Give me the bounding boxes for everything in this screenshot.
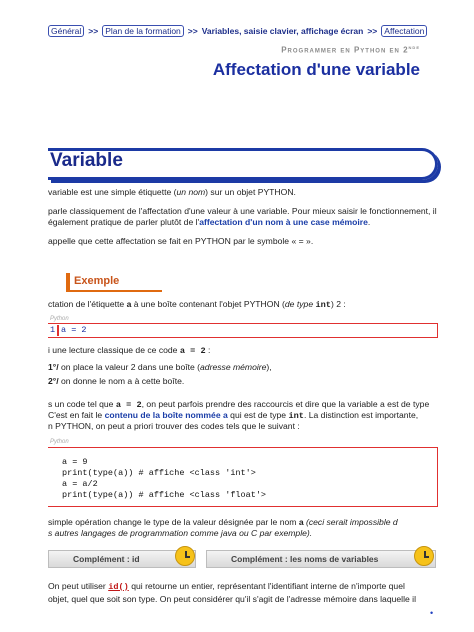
paragraph: ctation de l'étiquette a à une boîte contenant l'objet PYTHON (de type int) 2 : — [48, 299, 346, 310]
complement-label: Complément : id — [73, 554, 140, 564]
paragraph: parle classiquement de l'affectation d'une valeur à une variable. Pour mieux saisir le fonctionnement, il — [48, 206, 437, 216]
code-lines — [62, 457, 266, 501]
code-line: print(type(a)) # affiche <class 'float'> — [62, 490, 267, 500]
clock-icon — [175, 546, 195, 566]
code-line: a = 2 — [61, 325, 87, 335]
clock-icon — [414, 546, 434, 566]
paragraph: C'est en fait le contenu de la boîte nommée a qui est de type int. La distinction est importante, — [48, 410, 419, 421]
code-block-1 — [48, 323, 438, 338]
paragraph: s un code tel que a = 2, on peut parfois prendre des raccourcis et dire que la variable a est de type — [48, 399, 430, 410]
breadcrumb-general[interactable]: Général — [48, 25, 84, 37]
bullet-mark: • — [430, 608, 434, 618]
breadcrumb-plan[interactable]: Plan de la formation — [102, 25, 184, 37]
code-line: a = 9 — [62, 457, 88, 467]
paragraph: objet, quel que soit son type. On peut considérer qu'il s'agit de l'adresse mémoire dans laquelle il — [48, 594, 416, 604]
breadcrumb-variables[interactable]: Variables, saisie clavier, affichage écran — [201, 26, 364, 36]
paragraph: appelle que cette affectation se fait en PYTHON par le symbole « = ». — [48, 236, 314, 246]
code-line: print(type(a)) # affiche <class 'int'> — [62, 468, 256, 478]
paragraph: également pratique de parler plutôt de l'affectation d'un nom à une case mémoire. — [48, 217, 371, 227]
page-subtitle: Programmer en Python en 2nde — [281, 45, 420, 55]
paragraph: simple opération change le type de la valeur désignée par le nom a (ceci serait impossible d — [48, 517, 398, 527]
breadcrumb-separator: >> — [367, 26, 378, 36]
complement-label: Complément : les noms de variables — [231, 554, 379, 564]
breadcrumb — [48, 24, 466, 38]
complement-variable-names-button[interactable] — [206, 550, 436, 568]
section-title: Variable — [50, 150, 123, 171]
code-language-tag: Python — [50, 316, 69, 322]
paragraph: s autres langages de programmation comme java ou C par exemple). — [48, 528, 313, 538]
complement-id-button[interactable] — [48, 550, 196, 568]
paragraph: i une lecture classique de ce code a = 2 : — [48, 345, 211, 356]
example-label: Exemple — [74, 275, 120, 287]
code-language-tag: Python — [50, 439, 69, 445]
paragraph: 1°/ on place la valeur 2 dans une boîte (adresse mémoire), — [48, 362, 272, 372]
paragraph: 2°/ on donne le nom a à cette boîte. — [48, 376, 185, 386]
paragraph: variable est une simple étiquette (un nom) sur un objet PYTHON. — [48, 187, 296, 197]
example-underline — [66, 290, 162, 292]
code-line-number: 1 — [50, 325, 56, 335]
page-title: Affectation d'une variable — [212, 60, 420, 79]
example-marker — [66, 273, 70, 291]
id-function-link[interactable]: id() — [108, 582, 129, 592]
paragraph: n PYTHON, on peut a priori trouver des codes tels que le suivant : — [48, 421, 300, 431]
breadcrumb-separator: >> — [88, 26, 99, 36]
paragraph: On peut utiliser id() qui retourne un entier, représentant l'identifiant interne de n'importe quel — [48, 581, 405, 592]
code-line: a = a/2 — [62, 479, 98, 489]
code-cursor — [57, 325, 59, 336]
breadcrumb-separator: >> — [187, 26, 198, 36]
breadcrumb-affectation[interactable]: Affectation — [381, 25, 427, 37]
